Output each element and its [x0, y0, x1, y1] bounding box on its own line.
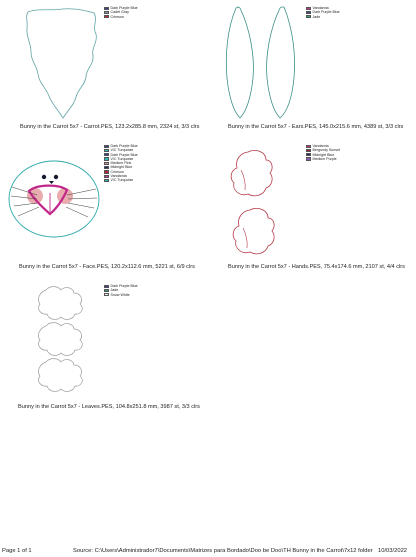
design-caption: Bunny in the Carrot 5x7 - Hands.PES, 75.4x174.6 mm, 2107 st, 4/4 clrs — [228, 264, 405, 270]
color-name: Dark Purple Blue — [110, 284, 138, 288]
color-name: Medium Pink — [110, 161, 132, 166]
color-swatch — [306, 7, 311, 10]
color-swatch — [306, 11, 311, 14]
page-number: Page 1 of 1 — [2, 548, 32, 554]
legend-row — [306, 15, 340, 19]
color-swatch — [306, 157, 311, 160]
color-swatch — [104, 145, 109, 148]
color-name: Midnight Blue — [312, 152, 335, 157]
color-swatch — [104, 285, 109, 288]
color-swatch — [104, 179, 109, 182]
design-caption: Bunny in the Carrot 5x7 - Leaves.PES, 104.8x251.8 mm, 3987 st, 3/3 clrs — [18, 404, 200, 410]
color-swatch — [306, 149, 311, 152]
color-name: V/C Turquoise — [110, 178, 134, 183]
ears-outline — [222, 4, 302, 124]
design-caption: Bunny in the Carrot 5x7 - Face.PES, 120.2x112.6 mm, 5221 st, 6/9 clrs — [19, 264, 195, 270]
color-name: Dark Purple Blue — [110, 152, 138, 157]
thread-legend — [104, 6, 138, 19]
thread-legend — [104, 144, 138, 183]
face-design — [5, 158, 105, 240]
color-name: Dark Purple Blue — [110, 144, 138, 148]
thread-legend — [306, 144, 340, 161]
leaves-outline — [28, 282, 92, 400]
thread-legend — [306, 6, 340, 19]
color-name: Snow White — [110, 292, 130, 297]
color-name: V/C Turquoise — [110, 156, 134, 161]
color-name: Crimson — [110, 169, 124, 174]
color-name: Vandarnia — [110, 174, 127, 179]
color-swatch — [104, 175, 109, 178]
color-swatch — [104, 11, 109, 14]
hands-outline — [226, 146, 290, 262]
color-name: Cadet Gray — [110, 10, 129, 15]
color-name: Bergundy Sunset — [312, 148, 341, 153]
legend-row — [104, 178, 138, 182]
design-caption: Bunny in the Carrot 5x7 - Carrot.PES, 123.2x285.8 mm, 2324 st, 3/3 clrs — [20, 124, 200, 130]
source-path: Source: C:\Users\Administrador7\Documents\Matrizes para Bordado\Doo be Doo\TH Bunny in the Carrot\7x12 folder — [73, 548, 373, 554]
color-name: Vandarnia — [312, 144, 329, 148]
color-swatch — [104, 153, 109, 156]
color-name: Crimson — [110, 14, 124, 19]
color-swatch — [306, 15, 311, 18]
color-swatch — [306, 145, 311, 148]
color-name: Dark Purple Blue — [110, 6, 138, 10]
color-name: Jade — [110, 288, 119, 293]
carrot-outline — [22, 6, 102, 122]
color-swatch — [104, 162, 109, 165]
print-date: 10/03/2022 — [378, 548, 408, 554]
color-swatch — [104, 149, 109, 152]
thread-legend — [104, 284, 138, 297]
color-name: Midnight Blue — [110, 165, 133, 170]
design-caption: Bunny in the Carrot 5x7 - Ears.PES, 145.0x215.6 mm, 4389 st, 3/3 clrs — [228, 124, 404, 130]
color-swatch — [104, 170, 109, 173]
color-name: V/C Turquoise — [110, 148, 134, 153]
color-swatch — [104, 166, 109, 169]
color-swatch — [104, 15, 109, 18]
color-name: Medium Purple — [312, 156, 337, 161]
legend-row — [306, 157, 340, 161]
legend-row — [104, 293, 138, 297]
color-name: Vandarnia — [312, 6, 329, 10]
color-swatch — [104, 293, 109, 296]
color-name: Dark Purple Blue — [312, 10, 340, 15]
legend-row — [104, 15, 138, 19]
color-swatch — [104, 289, 109, 292]
color-swatch — [306, 153, 311, 156]
color-swatch — [104, 157, 109, 160]
color-swatch — [104, 7, 109, 10]
color-name: Jade — [312, 14, 321, 19]
